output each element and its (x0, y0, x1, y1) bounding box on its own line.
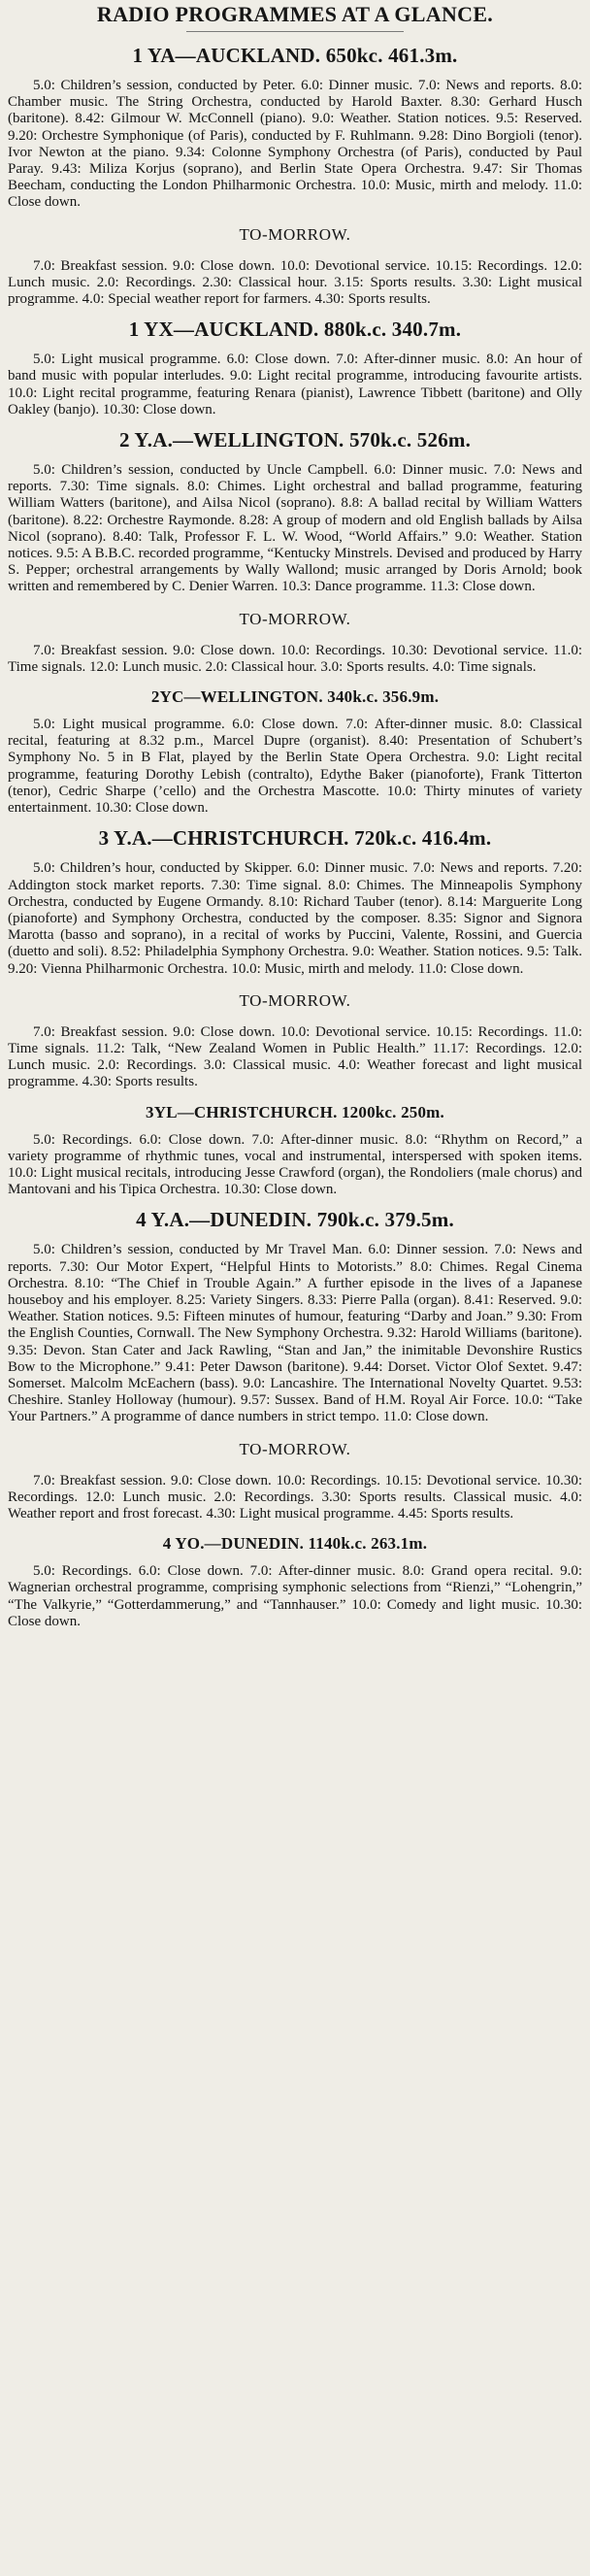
programme-today: 5.0: Children’s session, conducted by Uncle Campbell. 6.0: Dinner music. 7.0: News and reports. 7.30: Time signals. 8.0: Chimes. Light orchestral and ballad programme, featuring William Watters (baritone), and Ailsa Nicol (soprano). 8.8: A ballad recital by William Watters (baritone). 8.22: Orchestre Raymonde. 8.28: A group of modern and old English ballads by Ailsa Nicol (soprano). 8.40: Talk, Professor F. L. W. Wood, “World Affairs.” 9.0: Weather. Station notices. 9.5: A B.B.C. recorded programme, “Kentucky Minstrels. Devised and produced by Harry S. Pepper; orchestral arrangements by Wally Wallond; music arranged by Doris Arnold; book written and remembered by C. Denier Warren. 10.3: Dance programme. 11.3: Close down. (8, 462, 582, 595)
page-title: RADIO PROGRAMMES AT A GLANCE. (96, 2, 494, 26)
programme-tomorrow: 7.0: Breakfast session. 9.0: Close down. 10.0: Recordings. 10.15: Devotional service. 10.30: Recordings. 12.0: Lunch music. 2.0: Recordings. 3.30: Sports results. Classical music. 4.0: Weather report and frost forecast. 4.30: Light musical programme. 4.45: Sports results. (8, 1472, 582, 1522)
tomorrow-label: TO-MORROW. (239, 990, 351, 1010)
tomorrow-label: TO-MORROW. (239, 224, 351, 244)
station-list (8, 44, 582, 1630)
programme-today: 5.0: Children’s hour, conducted by Skipper. 6.0: Dinner music. 7.0: News and reports. 7.20: Addington stock market reports. 7.30: Time signal. 8.0: Chimes. The Minneapolis Symphony Orchestra, conducted by Eugene Ormandy. 8.10: Richard Tauber (tenor). 8.14: Marguerite Long (pianoforte) and Symphony Orchestra, conducted by the composer. 8.35: Signor and Signora Marotta (basso and soprano), in a recital of works by Puccini, Valente, Rossini, and Guercia (duetto and soli). 8.52: Philadelphia Symphony Orchestra. 9.0: Weather. Station notices. 9.5: Talk. 9.20: Vienna Philharmonic Orchestra. 10.0: Music, mirth and melody. 11.0: Close down. (8, 860, 582, 977)
station-heading: 2YC—WELLINGTON. 340k.c. 356.9m. (150, 687, 440, 707)
station-section (8, 826, 582, 1090)
station-heading: 4 YO.—DUNEDIN. 1140k.c. 263.1m. (162, 1534, 428, 1554)
programme-today: 5.0: Light musical programme. 6.0: Close down. 7.0: After-dinner music. 8.0: Classical recital, featuring at 8.32 p.m., Marcel Dupre (organist). 8.40: Presentation of Schubert’s Symphony No. 5 in B Flat, played by the Berlin State Opera Orchestra. 9.0: Light recital programme, featuring Dorothy Lebish (contralto), Edythe Baker (pianoforte), Frank Titterton (tenor), Cedric Sharpe (’cello) and the Orchestra Mascotte. 10.0: Thirty minutes of variety entertainment. 10.30: Close down. (8, 717, 582, 817)
station-heading: 3 Y.A.—CHRISTCHURCH. 720k.c. 416.4m. (98, 826, 492, 851)
station-heading: 2 Y.A.—WELLINGTON. 570k.c. 526m. (118, 428, 472, 452)
station-section (8, 318, 582, 418)
station-section (8, 1534, 582, 1630)
station-heading: 4 Y.A.—DUNEDIN. 790k.c. 379.5m. (136, 1208, 454, 1232)
programme-today: 5.0: Light musical programme. 6.0: Close down. 7.0: After-dinner music. 8.0: An hour of band music with popular interludes. 9.0: Light recital programme, introducing favourite artists. 10.0: Light recital programme, featuring Renara (pianist), Lawrence Tibbett (baritone) and Olly Oakley (banjo). 10.30: Close down. (8, 351, 582, 418)
programme-today: 5.0: Recordings. 6.0: Close down. 7.0: After-dinner music. 8.0: Grand opera recital. 9.0: Wagnerian orchestral programme, comprising symphonic selections from “Rienzi,” “Lohengrin,” “The Valkyrie,” “Gotterdammerung,” and “Tannhauser.” 10.0: Comedy and light music. 10.30: Close down. (8, 1563, 582, 1629)
programme-tomorrow: 7.0: Breakfast session. 9.0: Close down. 10.0: Devotional service. 10.15: Recordings. 11.0: Time signals. 11.2: Talk, “New Zealand Women in Public Health.” 11.17: Recordings. 12.0: Lunch music. 2.0: Recordings. 3.0: Classical music. 4.0: Weather forecast and light musical programme. 4.30: Sports results. (8, 1023, 582, 1090)
programme-today: 5.0: Recordings. 6.0: Close down. 7.0: After-dinner music. 8.0: “Rhythm on Record,” a variety programme of rhythmic tunes, vocal and instrumental, interspersed with spoken items. 10.0: Light musical recitals, introducing Jesse Crawford (organ), the Rondoliers (male chorus) and Mantovani and his Tipica Orchestra. 10.30: Close down. (8, 1131, 582, 1198)
programme-tomorrow: 7.0: Breakfast session. 9.0: Close down. 10.0: Recordings. 10.30: Devotional service. 11.0: Time signals. 12.0: Lunch music. 2.0: Classical hour. 3.0: Sports results. 4.0: Time signals. (8, 642, 582, 675)
station-heading: 1 YA—AUCKLAND. 650kc. 461.3m. (132, 44, 458, 67)
station-section (8, 1208, 582, 1522)
programme-tomorrow: 7.0: Breakfast session. 9.0: Close down. 10.0: Devotional service. 10.15: Recordings. 12.0: Lunch music. 2.0: Recordings. 2.30: Classical hour. 3.15: Sports results. 3.30: Light musical programme. 4.0: Special weather report for farmers. 4.30: Sports results. (8, 257, 582, 308)
title-rule (186, 31, 405, 32)
station-heading: 3YL—CHRISTCHURCH. 1200kc. 250m. (146, 1102, 444, 1121)
station-section (8, 44, 582, 308)
station-heading: 1 YX—AUCKLAND. 880k.c. 340.7m. (128, 318, 462, 342)
tomorrow-label: TO-MORROW. (239, 1439, 351, 1458)
station-section (8, 1103, 582, 1199)
tomorrow-label: TO-MORROW. (239, 609, 351, 628)
station-section (8, 428, 582, 676)
programme-today: 5.0: Children’s session, conducted by Peter. 6.0: Dinner music. 7.0: News and reports. 8.0: Chamber music. The String Orchestra, conducted by Harold Baxter. 8.30: Gerhard Husch (baritone). 8.42: Gilmour W. McConnell (piano). 9.0: Weather. Station notices. 9.5: Reserved. 9.20: Orchestre Symphonique (of Paris), conducted by F. Ruhlmann. 9.28: Dino Borgioli (tenor). Ivor Newton at the piano. 9.34: Colonne Symphony Orchestra (of Paris), conducted by Paul Paray. 9.43: Miliza Korjus (soprano), and Berlin State Opera Orchestra. 9.47: Sir Thomas Beecham, conducting the London Philharmonic Orchestra. 10.0: Music, mirth and melody. 11.0: Close down. (8, 78, 582, 211)
station-section (8, 687, 582, 817)
programme-today: 5.0: Children’s session, conducted by Mr Travel Man. 6.0: Dinner session. 7.0: News and reports. 7.30: Our Motor Expert, “Helpful Hints to Motorists.” 8.0: Chimes. Regal Cinema Orchestra. 8.10: “The Chief in Trouble Again.” A further episode in the lives of a Japanese houseboy and his employer. 8.25: Variety Singers. 8.33: Pierre Palla (organ). 8.41: Reserved. 9.0: Weather. Station notices. 9.5: Fifteen minutes of humour, featuring “Darby and Joan.” 9.30: From the English Counties, Cornwall. The New Symphony Orchestra. 9.32: Harold Williams (baritone). 9.35: Devon. Stan Cater and Jack Rawling, “Stan and Jan,” the inimitable Devonshire Rustics Bow to the Microphone.” 9.41: Peter Dawson (baritone). 9.44: Dorset. Victor Olof Sextet. 9.47: Somerset. Malcolm McEachern (bass). 9.0: Lancashire. The International Novelty Quartet. 9.53: Cheshire. Stanley Holloway (humour). 9.57: Sussex. Band of H.M. Royal Air Force. 10.0: “Take Your Partners.” A programme of dance numbers in strict tempo. 11.0: Close down. (8, 1242, 582, 1425)
